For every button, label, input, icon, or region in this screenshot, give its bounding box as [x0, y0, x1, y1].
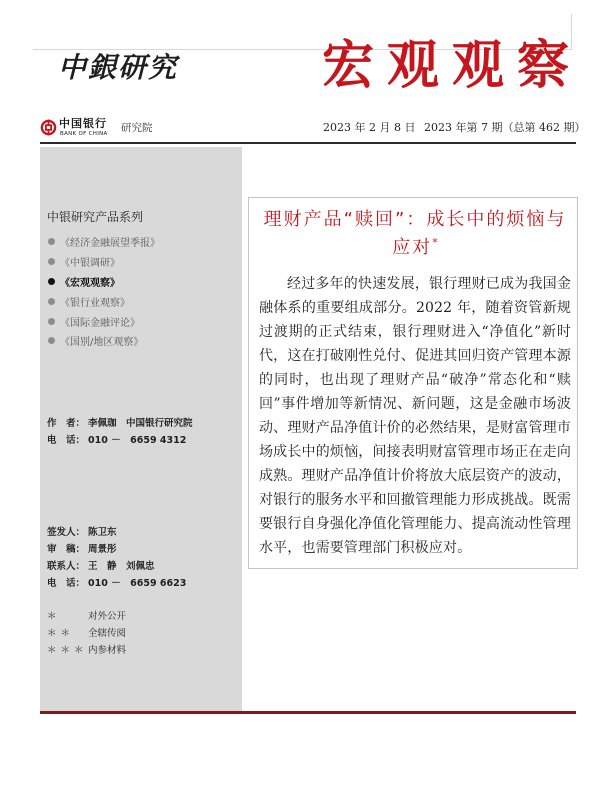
footnote-mark: *	[432, 236, 438, 249]
summary-body: 经过多年的快速发展，银行理财已成为我国金融体系的重要组成部分。2022 年，随着资管新规过渡期的正式结束，银行理财进入“净值化”新时代，这在打破刚性兑付、促进其回归资产管理本源的同时，也出现了理财产品“破净”常态化和“赎回”事件增加等新情况、新问题，这是金融市场波动、理财产品净值计价的必然结果，是财富管理市场成长中的烦恼，间接表明财富管理市场正在走向成熟。理财产品净值计价将放大底层资产的波动，对银行的服务水平和回撤管理能力形成挑战。既需要银行自身强化净值化管理能力、提高流动性管理水平，也需要管理部门积极应对。	[259, 276, 571, 556]
editorial-info	[47, 524, 186, 592]
series-item	[48, 252, 160, 272]
sidebar	[40, 147, 242, 711]
circulation-stars: ＊	[47, 611, 61, 622]
circulation-row	[47, 642, 126, 659]
bank-of-china-logo-icon	[40, 119, 57, 136]
author-phone-row	[47, 432, 193, 449]
calligraphy-logo: 中銀研究	[58, 51, 179, 84]
series-list	[48, 232, 160, 351]
series-label: 《国别/地区观察》	[60, 337, 144, 349]
series-title: 中银研究产品系列	[47, 210, 144, 224]
series-item-current	[48, 272, 160, 292]
bank-name-en: BANK OF CHINA	[60, 131, 108, 137]
report-title-line-2-text: 应对	[392, 237, 433, 258]
bullet-icon	[48, 278, 55, 285]
info-label: 电 话：	[47, 435, 86, 446]
bullet-icon	[48, 318, 55, 325]
header-divider	[40, 142, 576, 144]
series-item	[48, 311, 160, 331]
author-name: 李佩珈 中国银行研究院	[88, 418, 193, 429]
circulation-stars: ＊＊＊	[47, 645, 88, 656]
info-label: 签发人：	[47, 527, 86, 538]
publication-title: 宏观观察	[322, 36, 583, 96]
series-item	[48, 331, 160, 351]
bullet-icon	[48, 337, 55, 344]
summary-box	[248, 197, 578, 569]
info-label: 电 话：	[47, 578, 86, 589]
circulation-legend	[47, 608, 126, 659]
publication-date: 2023 年 2 月 8 日	[323, 121, 416, 134]
reviewer-row	[47, 541, 186, 558]
issuer-row	[47, 524, 186, 541]
circulation-label: 全辖传阅	[88, 628, 127, 639]
series-label: 《经济金融展望季报》	[60, 238, 160, 250]
info-label: 联系人：	[47, 561, 86, 572]
bank-name-cn: 中国银行	[59, 117, 107, 130]
series-item	[48, 232, 160, 252]
circulation-row	[47, 625, 126, 642]
circulation-stars: ＊＊	[47, 628, 75, 639]
series-label: 《银行业观察》	[60, 297, 130, 309]
bullet-icon	[48, 238, 55, 245]
series-label: 《宏观观察》	[60, 277, 120, 289]
circulation-row	[47, 608, 126, 625]
contact-row	[47, 558, 186, 575]
report-title	[259, 206, 571, 262]
info-label: 审 稿：	[47, 544, 86, 555]
issuer-name: 陈卫东	[88, 527, 117, 538]
author-info	[47, 415, 193, 449]
author-phone: 010 － 6659 4312	[88, 435, 187, 446]
info-label: 作 者：	[47, 418, 86, 429]
bottom-divider	[40, 711, 576, 714]
contact-names: 王 静 刘佩忠	[88, 561, 155, 572]
reviewer-name: 周景彤	[88, 544, 117, 555]
report-title-line-2	[259, 234, 571, 262]
issue-number: 2023 年第 7 期（总第 462 期）	[424, 121, 586, 134]
series-item	[48, 291, 160, 311]
circulation-label: 对外公开	[88, 611, 127, 622]
circulation-label: 内参材料	[88, 645, 127, 656]
series-label: 《国际金融评论》	[60, 317, 140, 329]
contact-phone: 010 － 6659 6623	[88, 578, 187, 589]
report-title-line-1: 理财产品“赎回”：成长中的烦恼与	[263, 209, 567, 230]
series-label: 《中银调研》	[60, 258, 120, 270]
bullet-icon	[48, 298, 55, 305]
author-row	[47, 415, 193, 432]
contact-phone-row	[47, 575, 186, 592]
institute-name: 研究院	[121, 122, 153, 134]
bullet-icon	[48, 258, 55, 265]
